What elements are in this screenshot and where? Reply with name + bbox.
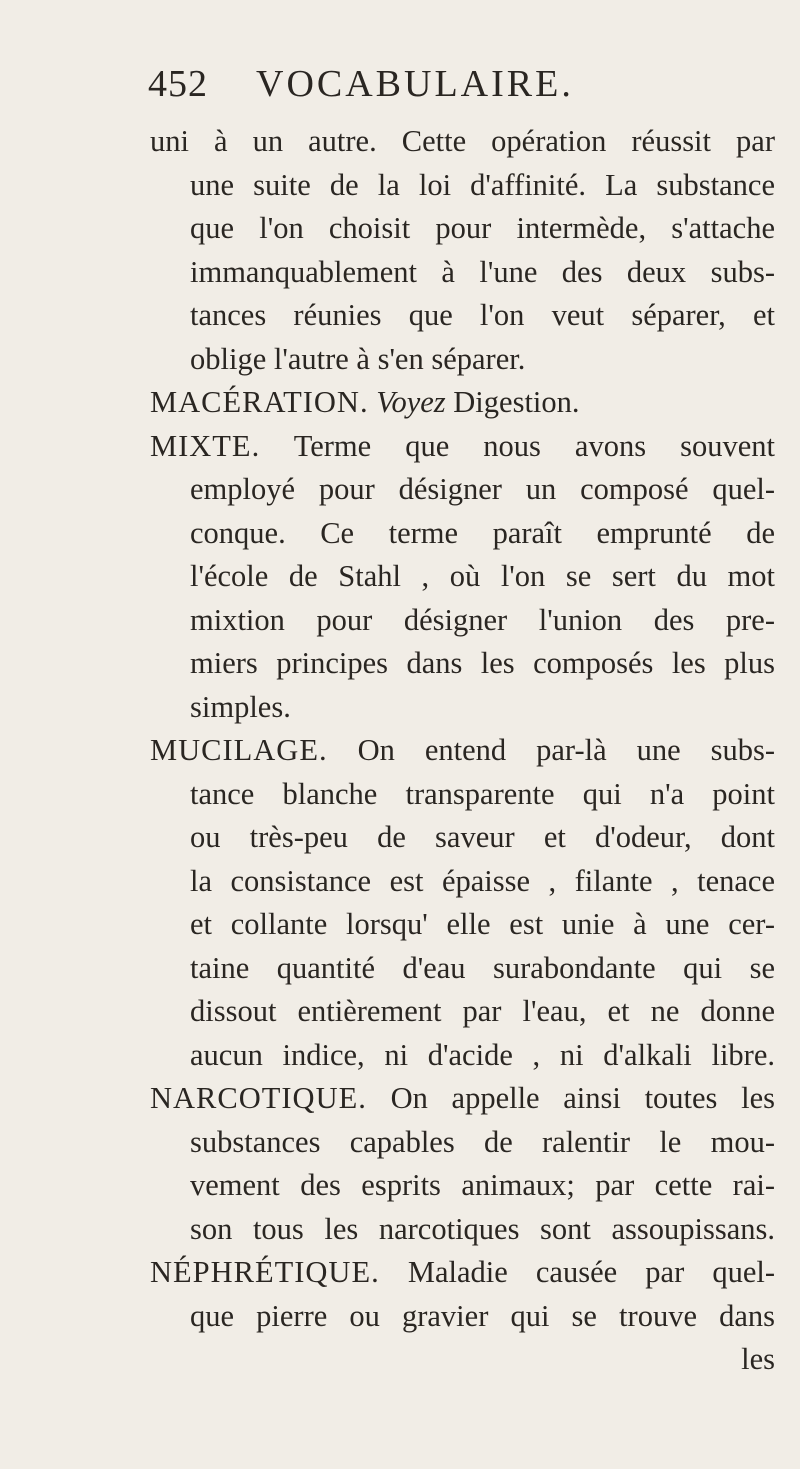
text-line: ou très-peu de saveur et d'odeur, dont xyxy=(190,820,775,854)
text-line: simples. xyxy=(190,689,291,724)
dictionary-entry-maceration xyxy=(150,381,775,425)
text-line: uni à un autre. Cette opération réussit par xyxy=(150,124,775,158)
dictionary-entry-mixte xyxy=(150,425,775,469)
text-line: immanquablement à l'une des deux subs- xyxy=(190,254,775,289)
entry-definition: On entend par-là une subs- xyxy=(357,733,775,767)
text-line: dissout entièrement par l'eau, et ne donne xyxy=(190,994,775,1028)
text-line: vement des esprits animaux; par cette rai- xyxy=(190,1168,775,1202)
entry-term: MIXTE. xyxy=(150,428,261,463)
entry-term: MUCILAGE. xyxy=(150,733,328,767)
text-line: conque. Ce terme paraît emprunté de xyxy=(190,515,775,550)
text-line: employé pour désigner un composé quel- xyxy=(190,472,775,506)
text-line: mixtion pour désigner l'union des pre- xyxy=(190,602,775,637)
text-line: l'école de Stahl , où l'on se sert du mot xyxy=(190,559,775,593)
running-head: VOCABULAIRE. xyxy=(256,63,574,105)
text-line: tance blanche transparente qui n'a point xyxy=(190,776,775,811)
entry-term: MACÉRATION. xyxy=(150,385,369,419)
cross-reference-target: Digestion. xyxy=(453,385,580,419)
text-line: et collante lorsqu' elle est unie à une cer- xyxy=(190,907,775,941)
text-line: son tous les narcotiques sont assoupissans. xyxy=(190,1211,775,1246)
dictionary-entry-narcotique xyxy=(150,1077,775,1121)
entry-definition: Terme que nous avons souvent xyxy=(293,428,776,463)
dictionary-entry-mucilage xyxy=(150,729,775,773)
text-line: substances capables de ralentir le mou- xyxy=(190,1124,775,1159)
text-line: une suite de la loi d'affinité. La substance xyxy=(190,167,775,202)
text-line: taine quantité d'eau surabondante qui se xyxy=(190,950,775,985)
text-line: que pierre ou gravier qui se trouve dans xyxy=(190,1298,775,1333)
text-line: miers principes dans les composés les plus xyxy=(190,646,775,680)
entry-term: NÉPHRÉTIQUE. xyxy=(150,1255,380,1289)
entry-term: NARCOTIQUE. xyxy=(150,1081,367,1115)
catchword: les xyxy=(741,1342,775,1376)
text-line: tances réunies que l'on veut séparer, et xyxy=(190,298,775,332)
dictionary-entry-nephretique xyxy=(150,1251,775,1295)
entry-definition: Maladie causée par quel- xyxy=(407,1255,776,1289)
text-line: la consistance est épaisse , filante , tenace xyxy=(190,863,775,898)
cross-reference-label: Voyez xyxy=(376,385,446,419)
entry-definition: On appelle ainsi toutes les xyxy=(390,1081,775,1115)
text-line: que l'on choisit pour intermède, s'attache xyxy=(190,211,775,245)
text-line: oblige l'autre à s'en séparer. xyxy=(190,341,526,376)
dictionary-text xyxy=(150,120,775,1382)
page-header xyxy=(148,62,778,118)
text-line: aucun indice, ni d'acide , ni d'alkali libre. xyxy=(190,1037,775,1072)
page-number: 452 xyxy=(148,63,208,105)
